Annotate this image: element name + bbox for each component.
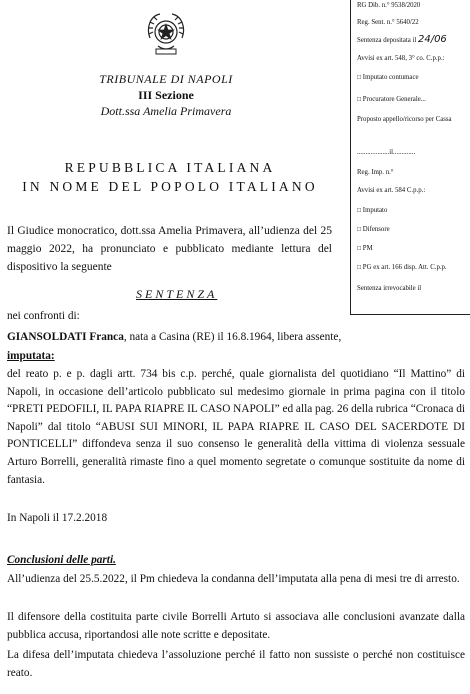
charge-paragraph: del reato p. e p. dagli artt. 734 bis c.p. perché, quale giornalista del quotidiano “Il Mattino” di Napoli, in occasione dell’articolo pubblicato sul medesimo giornale in prima pagina con il titolo “PRETI PEDOFILI, IL PAPA RIAPRE IL CASO NAPOLI” ed alla pag. 26 della rubrica “Cronaca di Napoli” dal titolo “ABUSI SUI MINORI, IL PAPA RIAPRE IL CASO DEL SACERDOTE DI PONTICELLI” diffondeva senza il suo consenso le generalità della vittima di violenza sessuale Arturo Borrelli, generalità rimaste fino a quel momento segretate o comunque sostituite da nome di fantasia.	[7, 368, 465, 486]
procuratore-generale: □ Procuratore Generale...	[357, 96, 426, 103]
intro-paragraph: Il Giudice monocratico, dott.ssa Amelia Primavera, all’udienza del 25 maggio 2022, ha pronunciato e pubblicato mediante lettura del dispositivo la seguente	[7, 225, 332, 273]
imputata-label: imputata:	[7, 350, 55, 362]
pg-check: □ PG ex art. 166 disp. Att. C.p.p.	[357, 264, 447, 271]
title-republic: REPUBBLICA ITALIANA	[64, 160, 276, 175]
judge-name: Dott.ssa Amelia Primavera	[100, 104, 232, 118]
imputato-check: □ Imputato	[357, 207, 388, 214]
conclusion-difesa: La difesa dell’imputata chiedeva l’assoluzione perché il fatto non sussiste o perché non costituisce reato.	[7, 649, 465, 679]
court-section: III Sezione	[138, 88, 194, 102]
irrevocabile: Sentenza irrevocabile il	[357, 285, 422, 292]
avvisi-548: Avvisi ex art. 548, 3° co. C.p.p.:	[357, 55, 445, 62]
proposto-appello: Proposto appello/ricorso per Cassa	[357, 116, 452, 123]
appello-date-line: ...................il.............	[357, 149, 416, 156]
deposit-label: Sentenza depositata il	[357, 37, 417, 44]
conclusions-heading: Conclusioni delle parti.	[7, 554, 116, 566]
conclusion-parte-civile: Il difensore della costituita parte civile Borrelli Artuto si associava alle conclusioni avanzate dalla pubblica accusa, riportandosi alle note scritte e depositate.	[7, 611, 465, 641]
conclusion-pm: All’udienza del 25.5.2022, il Pm chiedeva la condanna dell’imputata alla pena di mesi tre di arresto.	[7, 573, 460, 585]
deposit-handwritten: 24/06	[417, 34, 447, 45]
defendant-details: , nata a Casina (RE) il 16.8.1964, libera assente,	[123, 331, 342, 343]
title-people: IN NOME DEL POPOLO ITALIANO	[22, 179, 318, 194]
difensore-check: □ Difensore	[357, 226, 390, 233]
avvisi-584: Avvisi ex art. 584 C.p.p.:	[357, 187, 426, 194]
sentenza-heading: SENTENZA	[136, 287, 218, 301]
reg-imp: Reg. Imp. n.°	[357, 169, 394, 176]
deposit-date	[357, 35, 447, 45]
court-name: TRIBUNALE DI NAPOLI	[99, 72, 233, 86]
reg-sent: Reg. Sent. n.° 5640/22	[357, 19, 419, 26]
defendant-name: GIANSOLDATI Franca	[7, 331, 124, 343]
defendant-line	[7, 331, 341, 343]
place-date: In Napoli il 17.2.2018	[7, 512, 108, 524]
rg-dib: RG Dib. n.° 9538/2020	[357, 2, 421, 9]
register-box	[350, 0, 470, 315]
pm-check: □ PM	[357, 245, 373, 252]
nei-confronti: nei confronti di:	[7, 310, 80, 322]
republic-emblem-icon	[144, 8, 188, 58]
imputato-contumace: □ Imputato contumace	[357, 74, 419, 81]
